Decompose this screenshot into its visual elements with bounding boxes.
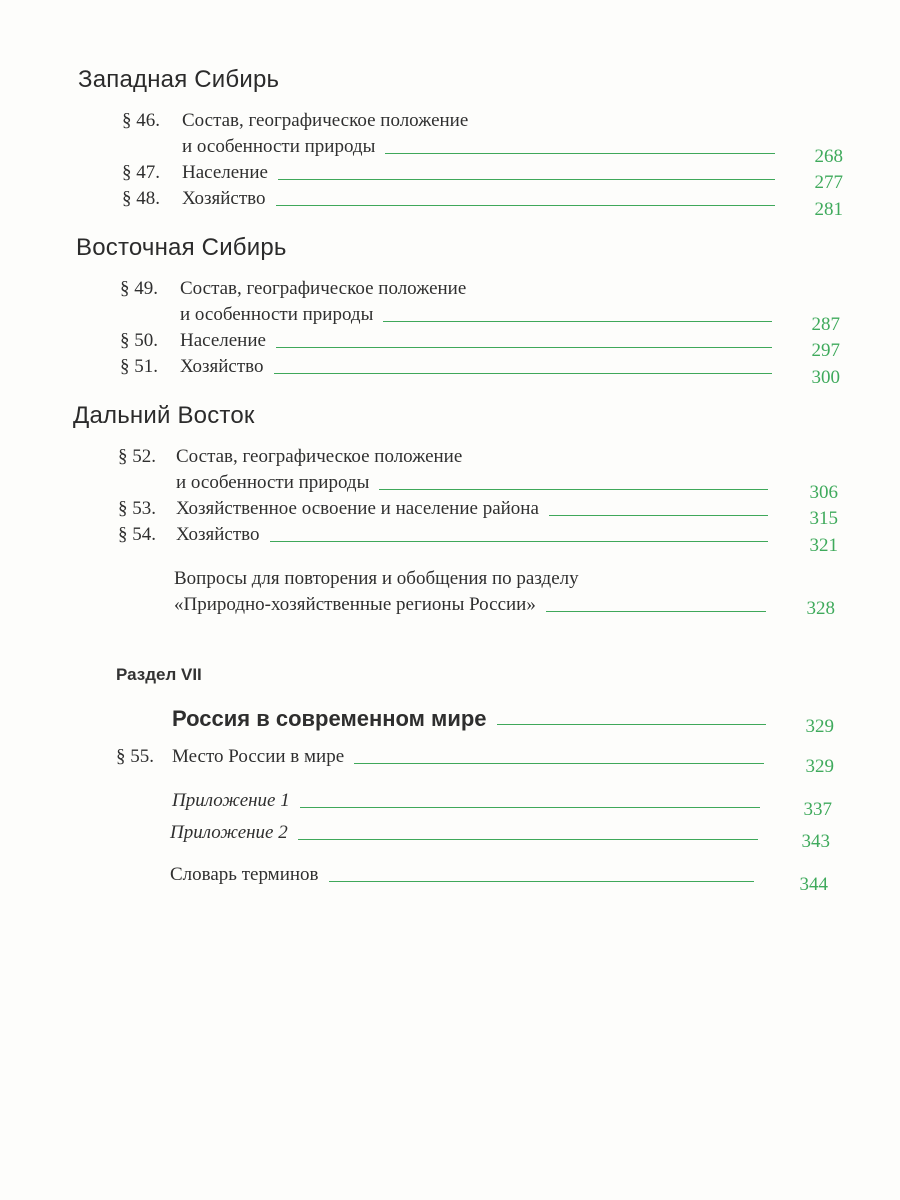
item-text: «Природно-хозяйственные регионы России» [174, 594, 536, 615]
region-title-west-siberia: Западная Сибирь [78, 66, 280, 93]
page-number: 343 [801, 831, 830, 852]
paragraph-number: § 55. [116, 746, 154, 767]
item-text: Приложение 2 [170, 822, 288, 843]
dot-leader [298, 838, 758, 840]
dot-leader [383, 320, 772, 322]
page-number: 315 [809, 508, 838, 529]
page-number: 337 [803, 799, 832, 820]
item-text: Хозяйство [182, 188, 266, 209]
item-text: Состав, географическое положение [176, 446, 463, 467]
paragraph-number: § 47. [122, 162, 160, 183]
toc-review [174, 566, 778, 618]
item-text: Словарь терминов [170, 864, 319, 885]
dot-leader [329, 880, 754, 882]
page-number: 321 [809, 535, 838, 556]
item-text: и особенности природы [176, 472, 370, 493]
item-text: и особенности природы [182, 136, 376, 157]
page-number: 281 [814, 199, 843, 220]
dot-leader [379, 488, 768, 490]
item-text: Состав, географическое положение [182, 110, 469, 131]
region-title-far-east: Дальний Восток [73, 402, 255, 429]
item-text: Хозяйство [180, 356, 264, 377]
dot-leader [276, 346, 772, 348]
dot-leader [300, 806, 760, 808]
paragraph-number: § 49. [120, 278, 158, 299]
page-number: 277 [814, 172, 843, 193]
page-number: 297 [811, 340, 840, 361]
item-text: Вопросы для повторения и обобщения по разделу [174, 568, 579, 589]
paragraph-number: § 53. [118, 498, 156, 519]
dot-leader [497, 723, 766, 725]
page-number: 329 [805, 756, 834, 777]
item-text: Хозяйственное освоение и население района [176, 498, 539, 519]
section-label: Раздел VII [116, 665, 202, 684]
dot-leader [354, 762, 764, 764]
section-title-text: Россия в современном мире [172, 706, 487, 731]
item-text: Хозяйство [176, 524, 260, 545]
item-text: Место России в мире [172, 746, 345, 767]
paragraph-number: § 46. [122, 110, 160, 131]
section-title [172, 706, 778, 732]
item-text: Население [180, 330, 266, 351]
item-text: Приложение 1 [172, 790, 290, 811]
region-title-east-siberia: Восточная Сибирь [76, 234, 287, 261]
toc-appendix-2 [170, 820, 770, 846]
paragraph-number: § 51. [120, 356, 158, 377]
dot-leader [546, 610, 766, 612]
toc-glossary [170, 862, 766, 888]
page-number: 287 [811, 314, 840, 335]
item-text: Население [182, 162, 268, 183]
page-number: 300 [811, 367, 840, 388]
page-number: 328 [806, 598, 835, 619]
dot-leader [278, 178, 775, 180]
page-number: 329 [805, 716, 834, 737]
dot-leader [276, 204, 775, 206]
toc-appendix-1 [172, 788, 772, 814]
paragraph-number: § 50. [120, 330, 158, 351]
paragraph-number: § 52. [118, 446, 156, 467]
item-text: и особенности природы [180, 304, 374, 325]
dot-leader [274, 372, 772, 374]
paragraph-number: § 48. [122, 188, 160, 209]
dot-leader [385, 152, 775, 154]
paragraph-number: § 54. [118, 524, 156, 545]
page-number: 344 [799, 874, 828, 895]
item-text: Состав, географическое положение [180, 278, 467, 299]
page-number: 306 [809, 482, 838, 503]
page-number: 268 [814, 146, 843, 167]
dot-leader [549, 514, 768, 516]
dot-leader [270, 540, 768, 542]
